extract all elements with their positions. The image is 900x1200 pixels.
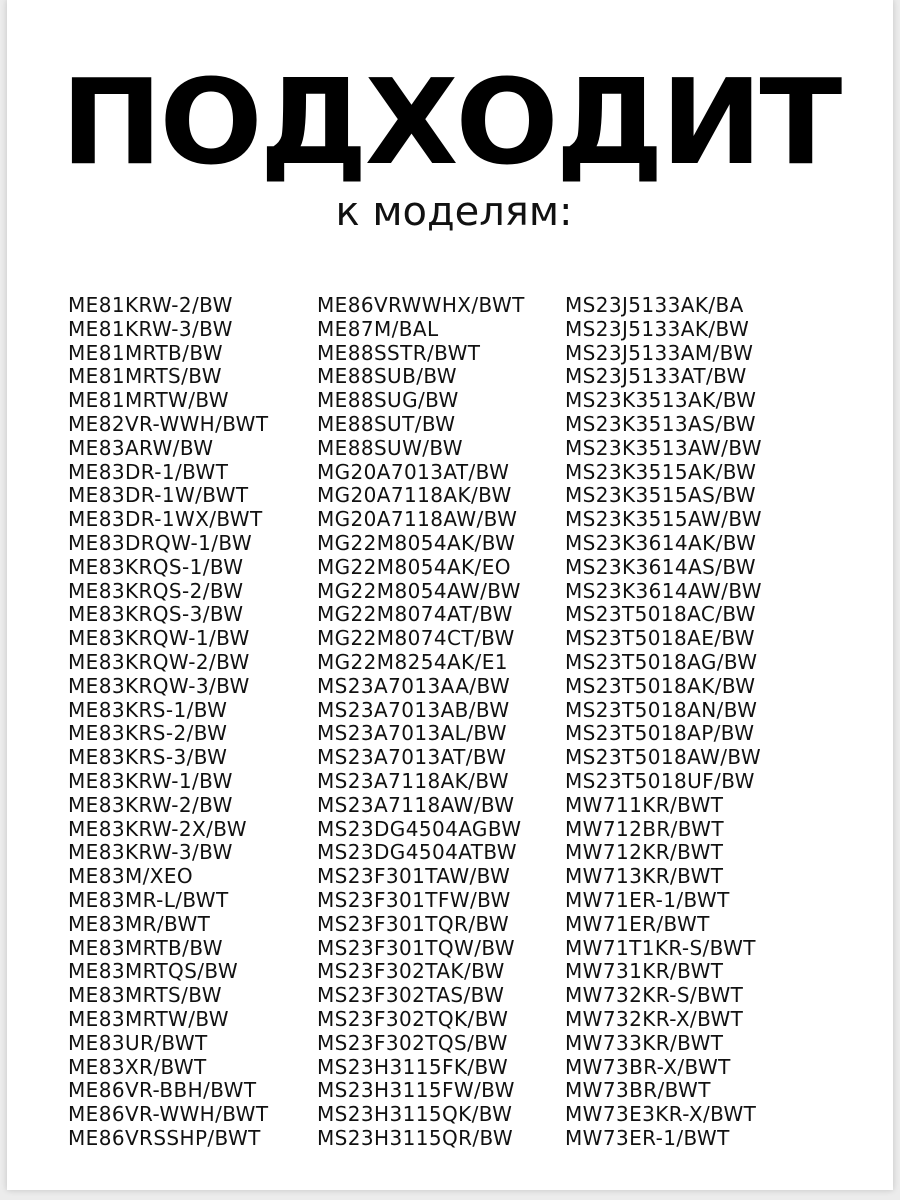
model-list-item: MS23J5133AK/BW [565, 316, 750, 341]
model-list-item: MW732KR-X/BWT [565, 1006, 744, 1031]
model-list-item: ME83MR/BWT [68, 911, 211, 936]
model-list-item: MW71ER/BWT [565, 911, 710, 936]
model-list-item: ME83M/XEO [68, 864, 194, 889]
model-list-item: ME83KRQS-2/BW [68, 578, 244, 603]
model-list-item: MW71T1KR-S/BWT [565, 935, 756, 960]
model-list-item: ME86VRSSHP/BWT [68, 1125, 261, 1150]
model-list-item: ME83UR/BWT [68, 1030, 208, 1055]
model-list-item: ME83MRTQS/BW [68, 959, 239, 984]
model-list-item: MS23T5018AP/BW [565, 721, 755, 746]
model-list-item: ME83DR-1W/BWT [68, 483, 249, 508]
model-list-item: ME83KRW-1/BW [68, 768, 233, 793]
model-list-item: MG22M8054AK/EO [317, 554, 511, 579]
model-list-item: MS23K3513AK/BW [565, 388, 757, 413]
model-list-item: MW712BR/BWT [565, 816, 724, 841]
model-list-item: ME87M/BAL [317, 316, 439, 341]
model-list-item: MS23K3614AW/BW [565, 578, 762, 603]
model-list-item: ME88SUW/BW [317, 435, 463, 460]
model-list-item: MS23T5018AK/BW [565, 673, 756, 698]
model-list-item: MG22M8254AK/E1 [317, 649, 508, 674]
model-list-item: ME83KRQW-1/BW [68, 626, 250, 651]
page-subtitle: к моделям: [335, 189, 573, 235]
model-list-item: MS23F301TQW/BW [317, 935, 515, 960]
model-list-item: MS23F301TFW/BW [317, 887, 511, 912]
model-list-item: MS23T5018AE/BW [565, 626, 755, 651]
model-list-item: MS23A7013AA/BW [317, 673, 511, 698]
model-list-item: ME83KRW-3/BW [68, 840, 233, 865]
model-list-item: MS23H3115FW/BW [317, 1078, 515, 1103]
model-list-item: MG22M8054AW/BW [317, 578, 521, 603]
model-list-item: ME81KRW-2/BW [68, 293, 233, 317]
model-list-item: MS23T5018UF/BW [565, 768, 755, 793]
model-list-item: ME86VRWWHX/BWT [317, 293, 525, 317]
model-list-item: MW713KR/BWT [565, 864, 724, 889]
page-title: ПОДХОДИТ [60, 53, 840, 191]
model-list-item: MS23K3614AK/BW [565, 530, 757, 555]
model-list-item: MW711KR/BWT [565, 792, 724, 817]
model-list-item: MS23F302TQK/BW [317, 1006, 509, 1031]
model-list-item: MG20A7118AW/BW [317, 507, 518, 532]
model-list-item: ME83KRS-2/BW [68, 721, 228, 746]
model-list-item: ME83KRQW-2/BW [68, 649, 250, 674]
model-list-item: ME81MRTS/BW [68, 364, 222, 389]
model-list-item: ME83KRS-1/BW [68, 697, 228, 722]
model-list-item: MW71ER-1/BWT [565, 887, 730, 912]
model-list-item: MS23H3115QR/BW [317, 1125, 514, 1150]
model-list-item: ME83ARW/BW [68, 435, 214, 460]
model-list-item: MW73E3KR-X/BWT [565, 1102, 757, 1127]
model-list-item: MS23K3513AW/BW [565, 435, 762, 460]
model-list-item: MS23F302TQS/BW [317, 1030, 508, 1055]
model-list-item: MS23K3515AW/BW [565, 507, 762, 532]
model-list-item: ME83KRQW-3/BW [68, 673, 250, 698]
model-list-item: MW712KR/BWT [565, 840, 724, 865]
model-list-column-3 [565, 294, 762, 1151]
model-list-item: MS23F301TAW/BW [317, 864, 511, 889]
model-list-item: ME83DR-1WX/BWT [68, 507, 263, 532]
model-list-item: ME83MR-L/BWT [68, 887, 229, 912]
model-list-item: MG22M8054AK/BW [317, 530, 516, 555]
model-list-item: ME83KRS-3/BW [68, 745, 228, 770]
model-list-item: MS23A7118AW/BW [317, 792, 515, 817]
model-list-item: ME86VR-BBH/BWT [68, 1078, 257, 1103]
model-list-item: ME83DRQW-1/BW [68, 530, 253, 555]
model-list-item: MW73ER-1/BWT [565, 1125, 730, 1150]
model-list-item: MS23T5018AN/BW [565, 697, 758, 722]
model-list-item: MS23J5133AM/BW [565, 340, 754, 365]
model-list-item: MS23H3115FK/BW [317, 1054, 509, 1079]
model-list-item: ME83MRTW/BW [68, 1006, 229, 1031]
model-list-item: MS23T5018AW/BW [565, 745, 762, 770]
model-list-item: MG22M8074AT/BW [317, 602, 513, 627]
model-list-item: MS23K3614AS/BW [565, 554, 756, 579]
model-list-item: MS23H3115QK/BW [317, 1102, 513, 1127]
model-list-item: MS23F302TAS/BW [317, 983, 505, 1008]
model-list-item: MW731KR/BWT [565, 959, 724, 984]
model-list-item: MS23K3515AK/BW [565, 459, 757, 484]
model-list-item: MS23DG4504AGBW [317, 816, 522, 841]
model-list-item: ME88SUG/BW [317, 388, 459, 413]
model-list-item: ME83KRW-2X/BW [68, 816, 247, 841]
model-list-item: ME82VR-WWH/BWT [68, 411, 269, 436]
model-list-item: MS23T5018AG/BW [565, 649, 758, 674]
model-list-item: ME88SSTR/BWT [317, 340, 481, 365]
model-list-item: MG22M8074CT/BW [317, 626, 515, 651]
model-list-item: MS23K3515AS/BW [565, 483, 756, 508]
model-list-item: MS23A7013AB/BW [317, 697, 510, 722]
model-list-item: MS23J5133AT/BW [565, 364, 747, 389]
model-list-item: MS23DG4504ATBW [317, 840, 517, 865]
model-list-column-2 [317, 294, 525, 1151]
model-list-item: MS23F301TQR/BW [317, 911, 510, 936]
model-list-item: MS23A7013AT/BW [317, 745, 507, 770]
model-list-item: ME83MRTB/BW [68, 935, 223, 960]
model-list-item: MW733KR/BWT [565, 1030, 724, 1055]
model-list-item: ME88SUB/BW [317, 364, 457, 389]
model-list-item: ME81MRTB/BW [68, 340, 223, 365]
model-list-item: ME83DR-1/BWT [68, 459, 229, 484]
model-list-item: MS23T5018AC/BW [565, 602, 756, 627]
model-list-item: MW732KR-S/BWT [565, 983, 744, 1008]
model-list-item: MS23F302TAK/BW [317, 959, 505, 984]
model-list-item: ME83XR/BWT [68, 1054, 207, 1079]
model-list-item: MW73BR-X/BWT [565, 1054, 731, 1079]
model-list-item: MS23J5133AK/BA [565, 293, 744, 317]
model-list-column-1 [68, 294, 268, 1151]
model-list-item: ME83KRW-2/BW [68, 792, 233, 817]
model-list-item: ME88SUT/BW [317, 411, 456, 436]
model-list-item: MS23K3513AS/BW [565, 411, 756, 436]
model-list-item: MW73BR/BWT [565, 1078, 711, 1103]
model-list-item: ME81KRW-3/BW [68, 316, 233, 341]
model-list-item: MS23A7118AK/BW [317, 768, 509, 793]
model-list-item: ME83KRQS-1/BW [68, 554, 244, 579]
model-list-item: ME86VR-WWH/BWT [68, 1102, 269, 1127]
model-list-item: MS23A7013AL/BW [317, 721, 507, 746]
model-list-item: ME83MRTS/BW [68, 983, 222, 1008]
model-list-item: MG20A7013AT/BW [317, 459, 510, 484]
model-list-item: MG20A7118AK/BW [317, 483, 512, 508]
model-list-item: ME83KRQS-3/BW [68, 602, 244, 627]
model-list-item: ME81MRTW/BW [68, 388, 229, 413]
